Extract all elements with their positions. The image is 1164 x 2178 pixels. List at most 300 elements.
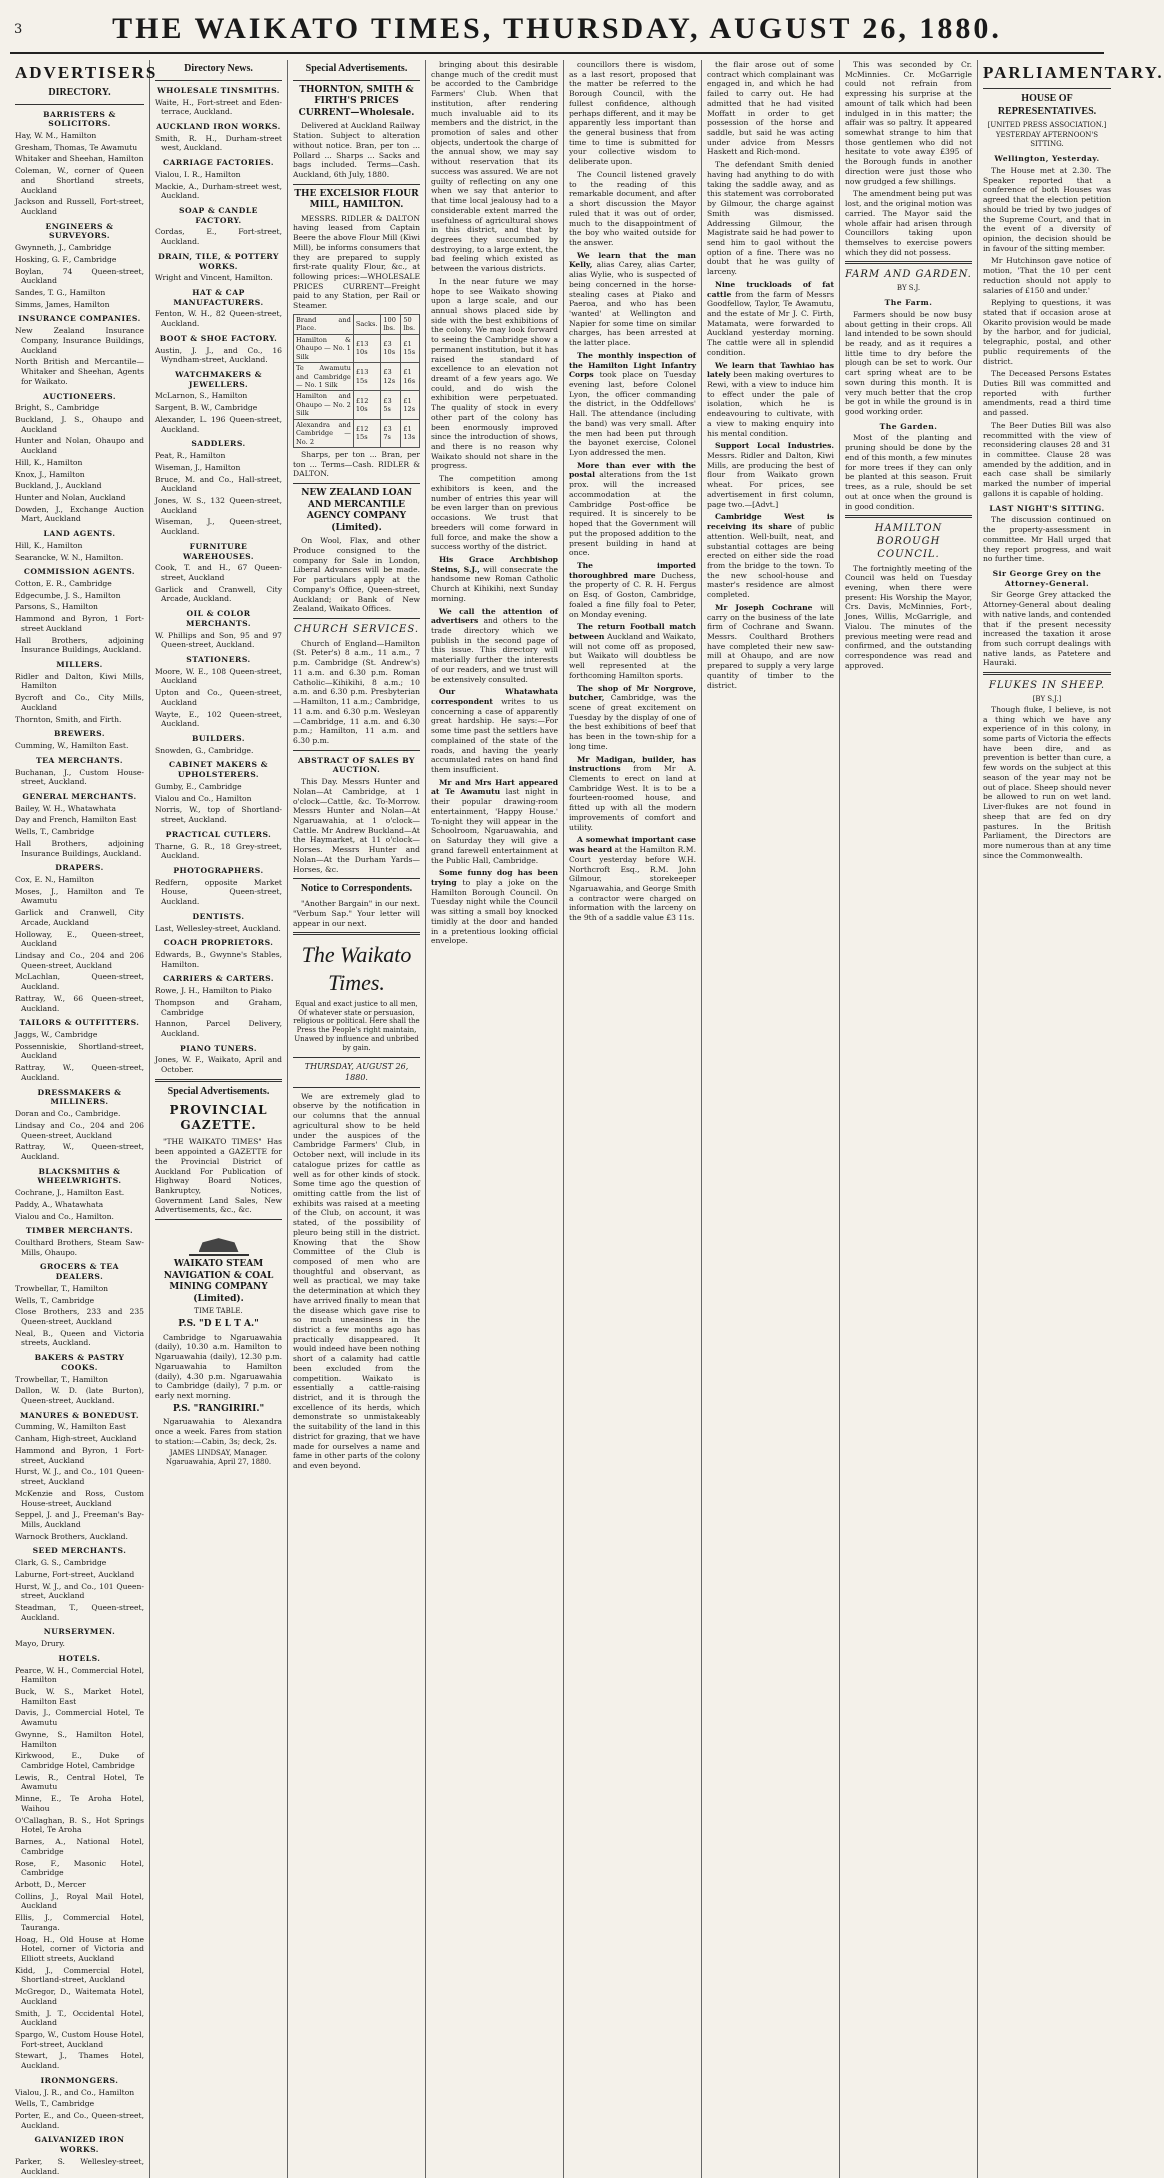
price-cell: £13 15s (353, 363, 380, 391)
church-services-text: Church of England—Hamilton (St. Peter's) 8 a.m., 11 a.m., 7 p.m. Cambridge (St. Andrew's) 11 a.m. and 6.30 p.m. Roman Catholic—Kihikihi, 8 a.m.; 10 a.m. and 6.30 p.m. Presbyterian—Hamilton, 11 a.m.; Cambridge, 11 a.m. and 6.30 p.m. Wesleyan—Cambridge, 11 a.m. and 6.30 p.m.; Hamilton, 11 a.m. and 6.30 p.m. (293, 638, 420, 745)
directory-section-title: MILLERS. (56, 660, 103, 670)
price-cell: £3 5s (381, 391, 401, 419)
directory-section-title: PRACTICAL CUTLERS. (165, 829, 272, 839)
directory-section-title: HOTELS. (58, 1653, 101, 1663)
directory-entry: Cox, E. N., Hamilton (15, 874, 94, 884)
directory-entry: Kirkwood, E., Duke of Cambridge Hotel, Cambridge (15, 1751, 144, 1771)
steamer-delta: P.S. "D E L T A." (178, 1319, 259, 1330)
directory-entry: New Zealand Insurance Company, Insurance Buildings, Auckland (15, 326, 144, 355)
directory-entry: Searancke, W. N., Hamilton. (15, 552, 124, 562)
steamer-rangiriri-times: Ngaruawahia to Alexandra once a week. Fares from station to station:—Cabin, 3s; deck, 2s. (155, 1417, 282, 1446)
nz-loan-ad-text: On Wool, Flax, and other Produce consigned to the company for Sale in London, Liberal Advances will be made. For particulars apply at the Company's Office, Queen-street, Auckland; or Bank of New Zealand, Waikato Offices. (293, 536, 420, 614)
directory-section-title: CABINET MAKERS & UPHOLSTERERS. (169, 760, 268, 780)
price-cell: £1 13s (401, 419, 420, 447)
directory-entry: Snowden, G., Cambridge. (155, 745, 254, 755)
garden-text: Most of the planting and pruning should be done by the end of this month, a few minutes for more trees if they can only be planted at this season. Fruit trees, as a rule, should be set out at once when the ground is in good condition. (845, 433, 972, 511)
directory-entry: Waite, H., Fort-street and Eden-terrace, Auckland. (155, 97, 282, 117)
directory-entry: Sandes, T. G., Hamilton (15, 288, 106, 298)
price-cell: Alexandra and Cambridge — No. 2 (294, 419, 354, 447)
directory-entry: Rattray, W., Queen-street, Auckland. (15, 1063, 144, 1082)
directory-entry: Mackie, A., Durham-street west, Auckland. (155, 181, 282, 201)
special-ads-heading: Special Advertisements. (167, 1085, 270, 1097)
directory-section-title: MANURES & BONEDUST. (20, 1410, 139, 1420)
news-item-text: alias Carey, alias Carter, alias Wylie, who is suspected of being concerned in the horse-stealing cases at Piako and Paeroa, and who has been 'wanted' at Wellington and Napier for some time on similar charges, has been arrested at the latter place. (569, 260, 696, 348)
directory-news-sections (155, 86, 282, 1075)
parliament-paragraphs (983, 166, 1111, 499)
directory-section-title: OIL & COLOR MERCHANTS. (185, 609, 252, 628)
parliamentary-heading: PARLIAMENTARY. (983, 63, 1164, 82)
directory-entry: Cumming, W., Hamilton East (15, 1422, 126, 1432)
news-paragraph: the flair arose out of some contract which complainant was engaged in, and which he had failed to carry out. He had admitted that he had visited Moffatt in order to get possession of the horse and saddle, but said he was acting under advice from Messrs Haskett and Rich-mond. (707, 60, 834, 157)
news-item (569, 351, 696, 458)
directory-section-title: PIANO TUNERS. (179, 1043, 258, 1053)
thornton-ad-title: THORNTON, SMITH & FIRTH'S PRICES CURRENT—Wholesale. (298, 84, 415, 118)
directory-entry: Trowbellar, T., Hamilton (15, 1283, 109, 1293)
price-row (294, 334, 420, 362)
news-item-lead: More than ever with the postal (569, 460, 696, 480)
excelsior-ad-footer: Sharps, per ton ... Bran, per ton ... Terms—Cash. RIDLER & DALTON. (293, 450, 420, 479)
directory-entry: Kidd, J., Commercial Hotel, Shortland-street, Auckland (15, 1965, 144, 1985)
price-row (294, 363, 420, 391)
price-cell: Hamilton & Ohaupo — No. 1 Silk (294, 334, 354, 362)
directory-entry: Edwards, B., Gwynne's Stables, Hamilton. (155, 949, 282, 969)
directory-section-title: STATIONERS. (186, 655, 251, 665)
abstract-text: This Day. Messrs Hunter and Nolan—At Cambridge, at 1 o'clock—Cattle, &c. To-Morrow. Messrs Hunter and Nolan—At Ngaruawahia, at 1 o'clock—Cattle. Mr Andrew Buckland—At the Haymarket, at 11 o'clock—Horses. Messrs Hunter and Nolan—At the Durham Yards—Horses, &c. (293, 777, 420, 874)
directory-entry: Vialou, I. R., Hamilton (155, 169, 241, 179)
price-cell: Te Awamutu and Cambridge — No. 1 Silk (294, 363, 354, 391)
price-cell: £3 7s (381, 419, 401, 447)
news-item (569, 561, 696, 619)
directory-entry: Jackson and Russell, Fort-street, Auckland (15, 197, 144, 217)
date-line: THURSDAY, AUGUST 26, 1880. (304, 1062, 409, 1082)
directory-entry: Knox, J., Hamilton (15, 469, 85, 479)
gazette-title: PROVINCIAL GAZETTE. (169, 1102, 268, 1133)
directory-entry: Wiseman, J., Queen-street, Auckland. (155, 517, 282, 537)
news-item-text: to play a joke on the Hamilton Borough Council. On Tuesday night while the Council was sitting a small boy knocked timidly at the door and handed in a pretentious looking official envelope. (431, 877, 559, 946)
directory-section-title: CARRIERS & CARTERS. (162, 974, 275, 984)
directory-entry: Moses, J., Hamilton and Te Awamutu (15, 886, 144, 906)
news-paragraph: The House met at 2.30. The Speaker reported that a conference of both Houses was agreed that the election petition should be tried by two judges of the Supreme Court, and that in the event of a diversity of opinion, the decision should be in favour of the sitting member. (983, 165, 1111, 253)
directory-entry: McLachlan, Queen-street, Auckland. (15, 972, 144, 992)
council-paragraphs (845, 60, 972, 257)
news-paragraph: Replying to questions, it was stated that if occasion arose at Okarito provision would be made by the harbor, and for judicial, telegraphic, postal, and other public requirements of the district. (983, 298, 1111, 366)
directory-entry: Rowe, J. H., Hamilton to Piako (155, 986, 272, 996)
directory-entry: Rattray, W., Queen-street, Auckland. (15, 1142, 144, 1161)
news-item (569, 755, 696, 833)
directory-entry: Jones, W. S., 132 Queen-street, Auckland (155, 495, 282, 515)
news-paragraph: This was seconded by Cr. McMinnies. Cr. McGarrigle could not refrain from expressing his surprise at the amount of talk which had been indulged in in this matter; the affair was so paltry. It appeared somewhat strange to him that those gentlemen who did not hesitate to vote away £395 of the Borough funds in another direction were just those who now grudged a few shillings. (845, 60, 972, 186)
price-cell: £12 15s (353, 419, 380, 447)
directory-entry: Buck, W. S., Market Hotel, Hamilton East (15, 1687, 144, 1706)
notice-heading: Notice to Correspondents. (300, 883, 413, 895)
news-item (707, 512, 834, 599)
news-item-text: will consecrate the handsome new Roman Catholic Church at Kihikihi, next Sunday morning. (431, 564, 558, 603)
directory-entry: Lindsay and Co., 204 and 206 Queen-street, Auckland (15, 1120, 144, 1140)
directory-entry: Rose, F., Masonic Hotel, Cambridge (15, 1858, 144, 1878)
column-news-1 (426, 60, 564, 2178)
directory-section-title: IRONMONGERS. (40, 2075, 119, 2085)
directory-entry: Sargent, B. W., Cambridge (155, 403, 258, 413)
directory-entry: McKenzie and Ross, Custom House-street, Auckland (15, 1488, 144, 1508)
directory-section-title: BAKERS & PASTRY COOKS. (34, 1353, 125, 1372)
advertisers-heading: ADVERTISERS (15, 63, 158, 82)
editorial-text: We are extremely glad to observe by the notification in our columns that the annual agricultural show to be held under the auspices of the Cambridge Farmers' Club, in October next, will include in its catalogue prizes for cattle as well as for other kinds of stock. Some time ago the question of omitting cattle from the list of exhibits was raised at a meeting of the Club, on account, it was stated, of the possibility of pleuro being still in the district. Knowing that the Show Committee of the Club is composed of men who are thoughtful and observant, as well as practical, we may take the determination at which they have arrived finally to mean that the disease which gave rise to so much uneasiness in the district a few months ago has practically disappeared. It would indeed have been nothing short of a calamity had cattle been excluded from the competition. Waikato is essentially a cattle-raising district, and it is through the excellence of its herds, which demonstrate so unmistakeably the suitability of the land in this district for grazing, that we have made for ourselves a name and fame in other parts of the colony and even beyond. (293, 1091, 421, 1471)
grey-heading: Sir George Grey on the Attorney-General. (992, 568, 1102, 588)
news-item-lead: We call the attention of advertisers (431, 606, 558, 626)
directory-entry: Tharne, G. R., 18 Grey-street, Auckland. (155, 841, 282, 861)
news-item-text: of public attention. Well-built, neat, and substantial cottages are being erected on either side the road from the bridge to the town. To the new school-house and master's residence are almost completed. (707, 522, 834, 600)
sitting-label: YESTERDAY AFTERNOON'S SITTING. (995, 131, 1099, 149)
news-paragraph: The Beer Duties Bill was also recommitted with the view of reconsidering clauses 28 and 31 in committee. Clause 28 was amended by the addition, and in each case shall be similarly marked the number of imperial gallons it is capable of holding. (983, 420, 1111, 498)
directory-sections (15, 110, 144, 2177)
directory-entry: Bruce, M. and Co., Hall-street, Auckland (155, 474, 282, 494)
directory-entry: Buckland, J. S., Ohaupo and Auckland (15, 414, 144, 434)
directory-entry: Coleman, W., corner of Queen and Shortland streets, Auckland (15, 166, 144, 195)
directory-entry: Vialou and Co., Hamilton. (15, 1211, 114, 1221)
news-item (569, 684, 696, 752)
directory-entry: Alexander, L. 196 Queen-street, Auckland. (155, 414, 282, 434)
steamer-delta-times: Cambridge to Ngaruawahia (daily), 10.30 a.m. Hamilton to Ngaruawahia (daily), 12.30 p.m. Ngaruawahia to Hamilton (daily), 4.30 p.m. Ngaruawahia to Cambridge (daily), 7 p.m. or early next morning. (155, 1332, 282, 1400)
news-item-text: alterations from the 1st prox. will the increased accommodation at the Cambridge Post-office be required. It is sincerely to be hoped that the Government will put the proposed addition to the present building in hand at once. (569, 470, 696, 558)
column-directory (10, 60, 158, 2178)
directory-subheading: DIRECTORY. (48, 86, 111, 98)
directory-entry: Lindsay and Co., 204 and 206 Queen-street, Auckland (15, 951, 144, 970)
directory-entry: Ellis, J., Commercial Hotel, Tauranga. (15, 1913, 144, 1932)
directory-section-title: GROCERS & TEA DEALERS. (39, 1262, 119, 1282)
directory-entry: Simms, James, Hamilton (15, 299, 110, 309)
directory-entry: Redfern, opposite Market House, Queen-street, Auckland. (155, 877, 282, 907)
news-paragraphs-2 (569, 60, 696, 248)
directory-section-title: PHOTOGRAPHERS. (173, 865, 264, 875)
directory-entry: Day and French, Hamilton East (15, 815, 137, 825)
directory-entry: Jaggs, W., Cambridge (15, 1030, 98, 1040)
directory-entry: Collins, J., Royal Mail Hotel, Auckland (15, 1891, 144, 1911)
news-paragraph: The amendment being put was lost, and the original motion was carried. The Mayor said the whole affair had arisen through Councillors taking upon themselves to exercise powers which they did not possess. (845, 189, 972, 257)
column-farm (840, 60, 978, 2178)
columns (10, 60, 1164, 2176)
news-item-text: been making overtures to Rewi, with a view to induce him to effect under the pale of isolation, which he is endeavouring to cultivate, with a view to making enquiry into his mental condition. (707, 370, 834, 438)
directory-entry: Vialou, J. R., and Co., Hamilton (15, 2087, 135, 2097)
directory-entry: Parker, S. Wellesley-street, Auckland. (15, 2156, 144, 2176)
directory-entry: Ridler and Dalton, Kiwi Mills, Hamilton (15, 671, 144, 691)
news-item (431, 687, 558, 774)
directory-entry: Hannon, Parcel Delivery, Auckland. (155, 1019, 282, 1039)
flukes-text: Though fluke, I believe, is not a thing which we have any experience of in this colony, in some parts of Victoria the effects have been dire, and as prevention is better than cure, a few words on the subject at this season of the year may not be out of place. Sheep should never be allowed to run on wet land. Liver-flukes are not found in sheep that are fed on dry pastures. In the British Parliament, the Directors are more numerous than at any time since the Commonwealth. (983, 704, 1111, 860)
directory-section-title: SEED MERCHANTS. (32, 1546, 127, 1556)
directory-entry: Holloway, E., Queen-street, Auckland (15, 929, 144, 949)
price-cell: £1 15s (401, 334, 420, 362)
directory-entry: Hill, K., Hamilton (15, 457, 83, 467)
directory-entry: Whitaker and Sheehan, Hamilton (15, 154, 144, 164)
news-item-lead: The imported thoroughbred mare (569, 560, 696, 580)
directory-section-title: COACH PROPRIETORS. (163, 938, 274, 948)
column-special-ads (288, 60, 426, 2178)
news-item (569, 251, 696, 348)
time-table-label: TIME TABLE. (194, 1307, 243, 1316)
abstract-heading: ABSTRACT OF SALES BY AUCTION. (298, 755, 415, 775)
price-header-cell: 100 lbs. (381, 314, 401, 334)
directory-section-title: COMMISSION AGENTS. (23, 567, 136, 577)
directory-section-title: AUCTIONEERS. (42, 391, 117, 401)
directory-entry: Upton and Co., Queen-street, Auckland (155, 688, 282, 707)
grey-text: Sir George Grey attacked the Attorney-General about dealing with native lands, and contended that if the present necessity increased the taxation it arose from such corrupt dealings with native lands, as Patetere and Hauraki. (983, 590, 1111, 668)
directory-section-title: LAND AGENTS. (43, 529, 116, 539)
news-item-text: at the Hamilton R.M. Court yesterday before W.H. Northcroft Esq., R.M. John Gilmour, storekeeper Ngaruawahia, and George Smith a contractor were charged on information with the larceny on the 9th of a saddle value £3 11s. (569, 845, 696, 923)
directory-entry: Parsons, S., Hamilton (15, 602, 98, 612)
news-paragraph: In the near future we may hope to see Waikato showing upon a large scale, and our annual shows placed side by side with the best exhibitions of the colony. We may look forward to seeing the Cambridge show a permanent institution, but it has raised the standard of excellence to an elevation not dreamt of a few years ago. We could, and do wish the exhibition were perpetuated. The quality of stock in every other part of the colony has been enormously improved since the introduction of shows, and there is no reason why Waikato should not share in the progress. (431, 276, 558, 471)
price-table-header (294, 314, 420, 334)
news-item-text: took place on Tuesday evening last, before Colonel Lyon, the officer commanding the district, in the Oddfellows' Hall. The attendance (including the band) was very small. After the men had been put through the bayonet exercise, Colonel Lyon addressed the men. (569, 370, 696, 458)
news-item (569, 835, 696, 922)
news-item-lead: Mr Joseph Cochrane (715, 602, 813, 612)
news-item-lead: Support Local Industries. (715, 441, 834, 451)
thornton-ad-text: Delivered at Auckland Railway Station. Subject to alteration without notice. Bran, per ton ... Pollard ... Sharps ... Sacks and bags included. Terms—Cash. Auckland, 6th July, 1880. (293, 121, 420, 179)
flukes-byline: [BY S.J.] (1032, 694, 1062, 703)
directory-entry: Thornton, Smith, and Firth. (15, 714, 122, 724)
directory-entry: Cumming, W., Hamilton East. (15, 741, 129, 751)
directory-section-title: TIMBER MERCHANTS. (25, 1226, 134, 1236)
flour-price-table (293, 314, 420, 448)
directory-news-heading: Directory News. (184, 63, 253, 74)
directory-entry: Wright and Vincent, Hamilton. (155, 273, 273, 283)
directory-entry: Vialou and Co., Hamilton (155, 793, 252, 803)
directory-entry: Hill, K., Hamilton (15, 540, 83, 550)
directory-section-title: GENERAL MERCHANTS. (22, 791, 137, 801)
price-cell: £12 10s (353, 391, 380, 419)
directory-entry: Wells, T., Cambridge (15, 1295, 95, 1305)
price-row (294, 419, 420, 447)
directory-entry: Gwynne, S., Hamilton Hotel, Hamilton (15, 1729, 144, 1749)
news-paragraph: The Deceased Persons Estates Duties Bill was committed and reported with further amendments, read a third time and passed. (983, 369, 1111, 418)
news-items-1 (431, 555, 558, 946)
directory-section-title: DRAPERS. (55, 863, 104, 873)
directory-section-title: AUCKLAND IRON WORKS. (156, 121, 281, 131)
house-heading: HOUSE OF REPRESENTATIVES. (997, 92, 1097, 117)
directory-entry: Gwynneth, J., Cambridge (15, 243, 112, 253)
price-cell: Hamilton and Ohaupo — No. 2 Silk (294, 391, 354, 419)
directory-entry: Bright, S., Cambridge (15, 403, 100, 413)
directory-entry: Cochrane, J., Hamilton East. (15, 1188, 125, 1198)
directory-section-title: FURNITURE WAREHOUSES. (182, 541, 255, 561)
directory-entry: McLarnon, S., Hamilton (155, 391, 248, 401)
nz-loan-ad-title: NEW ZEALAND LOAN AND MERCANTILE AGENCY COMPANY (Limited). (301, 488, 412, 533)
excelsior-ad-text: MESSRS. RIDLER & DALTON having leased from Captain Beere the above Flour Mill (Kiwi Mill), be informs consumers that they are prepared to supply first-rate quality Flour, &c., at following prices:—WHOLESALE PRICES CURRENT—Freight paid to any Station, per Rail or Steamer. (293, 213, 420, 311)
directory-section-title: BLACKSMITHS & WHEELWRIGHTS. (37, 1166, 122, 1186)
directory-section-title: WHOLESALE TINSMITHS. (157, 85, 280, 95)
directory-entry: Austin, J. J., and Co., 16 Wyndham-street, Auckland. (155, 345, 282, 365)
news-paragraph: councillors there is wisdom, as a last resort, proposed that the matter be referred to the Borough Council, with the fullest confidence, although perhaps different, and it may be apparently less important than the general business that from time to time is submitted for your collective wisdom to deliberate upon. (569, 60, 696, 167)
directory-entry: Stewart, J., Thames Hotel, Auckland. (15, 2051, 144, 2071)
garden-subheading: The Garden. (879, 421, 938, 431)
directory-entry: Hurst, W. J., and Co., 101 Queen-street, Auckland (15, 1581, 144, 1601)
directory-entry: Boylan, 74 Queen-street, Auckland (15, 266, 144, 286)
press-association: [UNITED PRESS ASSOCIATION.] (987, 121, 1107, 130)
price-cell: £1 12s (401, 391, 420, 419)
directory-section-title: BREWERS. (53, 729, 105, 739)
directory-section-title: GALVANIZED IRON WORKS. (34, 2135, 125, 2155)
directory-entry: Wells, T., Cambridge (15, 2099, 95, 2109)
news-item (431, 607, 558, 685)
directory-entry: Warnock Brothers, Auckland. (15, 1531, 128, 1541)
directory-entry: Hall Brothers, adjoining Insurance Buildings, Auckland. (15, 635, 144, 655)
directory-entry: Gumby, E., Cambridge (155, 781, 242, 791)
news-item-text: will carry on the business of the late firm of Cochrane and Swann. Messrs. Coulthard Brothers have completed their new saw-mill at Ohaupo, and are now prepared to supply a very large quantity of timber to the district. (707, 602, 834, 690)
news-item-text: Duchess, the property of C. R. H. Fergus on Esq. of Goston, Cambridge, foaled a fine filly foal to Peter, on Monday evening. (569, 570, 696, 619)
news-item-text: Cambridge, was the scene of great excitement on Tuesday by the display of one of the best exhibitions of beef that has been in the town-ship for a long time. (569, 693, 697, 751)
directory-entry: Bailey, W. H., Whatawhata (15, 803, 117, 813)
directory-entry: Edgecumbe, J. S., Hamilton (15, 590, 121, 600)
excelsior-ad-title: THE EXCELSIOR FLOUR MILL, HAMILTON. (294, 188, 419, 211)
directory-entry: Neal, B., Queen and Victoria streets, Auckland. (15, 1328, 144, 1348)
news-item-text: Messrs. Ridler and Dalton, Kiwi Mills, are producing the best of flour from Waikato grown wheat. For prices, see advertisement in first column, page two.—[Advt.] (707, 451, 834, 509)
price-cell: £3 12s (381, 363, 401, 391)
news-item-text: and others to the trade directory which we publish in the second page of this issue. This directory will materially further the interests of our readers, and we trust will be extensively consulted. (431, 616, 558, 684)
directory-section-title: SADDLERS. (191, 439, 246, 449)
directory-entry: Arbott, D., Mercer (15, 1879, 86, 1889)
news-item-lead: The shop of Mr Norgrove, butcher, (569, 683, 696, 703)
directory-section-title: TEA MERCHANTS. (35, 755, 124, 765)
motto: Equal and exact justice to all men, Of whatever state or persuasion, religious or political. Here shall the Press the People's right maintain, Unawed by influence and unbribed by gain. (293, 999, 420, 1053)
news-paragraphs-1 (431, 60, 558, 552)
directory-entry: Barnes, A., National Hotel, Cambridge (15, 1837, 144, 1856)
news-item-lead: Nine truckloads of fat cattle (707, 279, 834, 299)
directory-entry: Norris, W., top of Shortland-street, Auckland. (155, 805, 282, 825)
directory-entry: Hurst, W. J., and Co., 101 Queen-street, Auckland (15, 1467, 144, 1487)
price-header-cell: 50 lbs. (401, 314, 420, 334)
last-night-text: The discussion continued on the property-assessment in committee. Mr Hall urged that they report progress, and wait no further time. (983, 515, 1111, 564)
waikato-times-title: The Waikato Times. (301, 942, 412, 996)
directory-entry: Buchanan, J., Custom House-street, Auckland. (15, 767, 144, 787)
news-item-text: from the farm of Messrs Goodfellow, Taylor, Te Awamutu, and the estate of Mr J. C. Firth, Matamata, were forwarded to Auckland yesterday morning. The cattle were all in splendid condition. (707, 289, 834, 357)
directory-section-title: DRAIN, TILE, & POTTERY WORKS. (158, 251, 279, 271)
directory-entry: Seppel, J. and J., Freeman's Bay-Mills, Auckland (15, 1510, 144, 1529)
special-ads-heading-2: Special Advertisements. (305, 63, 408, 74)
news-item-lead: Cambridge West is receiving its share (707, 512, 834, 532)
directory-entry: Hay, W. M., Hamilton (15, 130, 97, 140)
directory-entry: Porter, E., and Co., Queen-street, Auckland. (15, 2111, 144, 2130)
news-paragraph: Mr Hutchinson gave notice of motion, 'That the 10 per cent reduction should not apply to salaries of £150 and under.' (983, 256, 1111, 295)
directory-entry: Minne, E., Te Aroha Hotel, Waihou (15, 1794, 144, 1813)
directory-entry: Cordas, E., Fort-street, Auckland. (155, 227, 282, 247)
directory-section-title: CARRIAGE FACTORIES. (162, 158, 275, 168)
news-item-text: writes to us concerning a case of apparently great hardship. He says:—For some time past the settlers have complained of the state of the roads, and having the yearly accumulated rates on hand find them insufficient. (431, 697, 558, 775)
directory-entry: Cotton, E. R., Cambridge (15, 579, 112, 589)
steamer-icon (189, 1224, 249, 1256)
masthead (10, 8, 1104, 54)
directory-entry: Pearce, W. H., Commercial Hotel, Hamilton (15, 1665, 144, 1685)
price-header-cell: Sacks. (353, 314, 380, 334)
directory-entry: Fenton, W. H., 82 Queen-street, Auckland. (155, 309, 282, 329)
price-header-cell: Brand and Place. (294, 314, 354, 334)
directory-entry: Gresham, Thomas, Te Awamutu (15, 142, 138, 152)
column-news-3 (702, 60, 840, 2178)
news-items-3 (707, 280, 834, 690)
news-item (707, 441, 834, 509)
borough-council-heading: HAMILTON BOROUGH COUNCIL. (874, 523, 943, 560)
directory-entry: Wells, T., Cambridge (15, 827, 95, 837)
directory-section-title: BUILDERS. (192, 734, 245, 744)
news-item-text: last night in their popular drawing-room entertainment, 'Happy House.' To-night they will appear in the Schoolroom, Ngaruawahia, and on Saturday they will give a grand farewell entertainment at the Public Hall, Cambridge. (431, 787, 559, 865)
price-cell: £13 10s (353, 334, 380, 362)
newspaper-title: THE WAIKATO TIMES, THURSDAY, AUGUST 26, 1880. (112, 12, 1002, 45)
news-item (431, 555, 558, 604)
directory-entry: O'Callaghan, B. S., Hot Springs Hotel, Te Aroha (15, 1815, 144, 1835)
news-item (431, 778, 558, 865)
news-item (707, 361, 834, 439)
directory-section-title: BOOT & SHOE FACTORY. (159, 333, 278, 343)
price-cell: £1 16s (401, 363, 420, 391)
steamer-rangiriri: P.S. "RANGIRIRI." (172, 1403, 265, 1414)
directory-entry: Hoag, H., Old House at Home Hotel, corner of Victoria and Elliott streets, Auckland (15, 1934, 144, 1963)
directory-entry: Dowden, J., Exchange Auction Mart, Auckland (15, 504, 144, 524)
directory-entry: Jones, W. F., Waikato, April and October. (155, 1055, 282, 1075)
directory-entry: Lewis, R., Central Hotel, Te Awamutu (15, 1772, 144, 1792)
flukes-heading: FLUKES IN SHEEP. (988, 680, 1106, 692)
news-item (707, 603, 834, 690)
news-item-lead: Mr Madigan, builder, has instructions (569, 754, 696, 774)
directory-entry: Davis, J., Commercial Hotel, Te Awamutu (15, 1708, 144, 1728)
directory-entry: Wayte, E., 102 Queen-street, Auckland. (155, 709, 282, 729)
news-item-lead: The monthly inspection of the Hamilton Light Infantry Corps (569, 350, 696, 380)
price-cell: £3 10s (381, 334, 401, 362)
directory-entry: Cook, T. and H., 67 Queen-street, Auckland (155, 563, 282, 582)
price-row (294, 391, 420, 419)
wellington-dateline: Wellington, Yesterday. (994, 154, 1100, 164)
directory-entry: Spargo, W., Custom House Hotel, Fort-street, Auckland (15, 2030, 144, 2049)
directory-entry: Buckland, J., Auckland (15, 481, 102, 491)
directory-section-title: TAILORS & OUTFITTERS. (19, 1018, 140, 1028)
farm-subheading: The Farm. (884, 298, 933, 308)
last-night-heading: LAST NIGHT'S SITTING. (989, 503, 1105, 513)
directory-entry: Smith, R. H., Durham-street west, Auckland. (155, 133, 282, 153)
farm-garden-heading: FARM AND GARDEN. (845, 269, 972, 281)
borough-council-text: The fortnightly meeting of the Council was held on Tuesday evening, when there were present: His Worship the Mayor, Crs. Davis, McMinnies, Fort-, Jones, Willis, McGarrigle, and Vialou. The minutes of the previous meeting were read and confirmed, and the outstanding correspondence was read and approved. (845, 563, 972, 670)
news-item-text: from Mr A. Clements to erect on land at Cambridge West. It is to be a fourteen-roomed house, and fitted up with all the modern improvements of comfort and utility. (569, 764, 696, 832)
directory-entry: Trowbellar, T., Hamilton (15, 1374, 109, 1384)
news-item-lead: His Grace Archbishop Steins, S.J., (431, 554, 558, 574)
news-item (431, 868, 558, 946)
directory-section-title: BARRISTERS & SOLICITORS. (43, 109, 116, 129)
news-paragraph: The competition among exhibitors is keen, and the number of entries this year will be even larger than on previous occasions. We trust that breeders will come forward in full force, and make the show a success worthy of the district. (431, 474, 558, 552)
column-news-2 (564, 60, 702, 2178)
directory-entry: Close Brothers, 233 and 235 Queen-street, Auckland (15, 1307, 144, 1327)
news-items-2 (569, 251, 696, 923)
directory-entry: Canham, High-street, Auckland (15, 1434, 137, 1444)
column-directory-news (150, 60, 288, 2178)
directory-entry: Paddy, A., Whatawhata (15, 1199, 104, 1209)
directory-entry: Last, Wellesley-street, Auckland. (155, 923, 281, 933)
directory-entry: Rattray, W., 66 Queen-street, Auckland. (15, 993, 144, 1013)
directory-entry: Doran and Co., Cambridge. (15, 1109, 121, 1119)
farm-byline: BY S.J. (896, 284, 921, 293)
news-paragraphs-3 (707, 60, 834, 277)
directory-entry: Wiseman, J., Hamilton (155, 462, 241, 472)
directory-section-title: SOAP & CANDLE FACTORY. (179, 205, 258, 225)
directory-section-title: NURSERYMEN. (43, 1627, 116, 1637)
farm-text: Farmers should be now busy about getting in their crops. All land intended to be sown should be ready, and as it requires a little time to dry before the plough can be set to work. Our cart spring wheat are to be sown during this month. It is very much better that the crop be got in while the ground is in good working order. (845, 309, 972, 417)
directory-section-title: INSURANCE COMPANIES. (18, 314, 141, 324)
directory-entry: Hunter and Nolan, Ohaupo and Auckland (15, 436, 144, 456)
news-item (707, 280, 834, 358)
directory-entry: McGregor, D., Waitemata Hotel, Auckland (15, 1987, 144, 2006)
directory-entry: Moore, W. E., 108 Queen-street, Auckland (155, 666, 282, 686)
directory-entry: Hall Brothers, adjoining Insurance Buildings, Auckland. (15, 838, 144, 858)
directory-entry: Mayo, Drury. (15, 1639, 65, 1649)
news-item (569, 622, 696, 680)
directory-entry: Bycroft and Co., City Mills, Auckland (15, 693, 144, 712)
directory-entry: Garlick and Cranwell, City Arcade, Auckland (15, 908, 144, 927)
page-number: 3 (14, 22, 23, 37)
